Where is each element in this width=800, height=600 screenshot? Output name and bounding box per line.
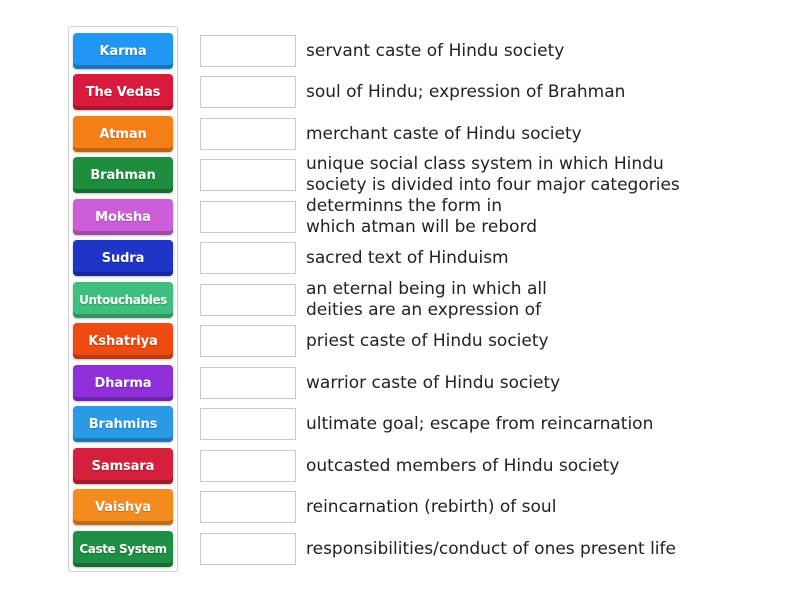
match-row xyxy=(200,154,760,195)
clue-text: sacred text of Hinduism xyxy=(306,247,509,268)
tile-vaishya[interactable]: Vaishya xyxy=(73,489,173,525)
tile-the-vedas[interactable]: The Vedas xyxy=(73,74,173,110)
match-row xyxy=(200,450,760,482)
clue-text: determinns the form in which atman will be rebord xyxy=(306,196,538,237)
clue-text: unique social class system in which Hindu society is divided into four major categories xyxy=(306,154,680,195)
drop-box[interactable] xyxy=(200,325,296,357)
clue-text: priest caste of Hindu society xyxy=(306,330,549,351)
answer-tiles-panel xyxy=(68,26,178,572)
tile-untouchables[interactable]: Untouchables xyxy=(73,282,173,318)
match-row xyxy=(200,325,760,357)
drop-box[interactable] xyxy=(200,408,296,440)
drop-box[interactable] xyxy=(200,201,296,233)
match-row xyxy=(200,196,760,237)
clue-text: ultimate goal; escape from reincarnation xyxy=(306,413,654,434)
drop-box[interactable] xyxy=(200,533,296,565)
tile-caste-system[interactable]: Caste System xyxy=(73,531,173,567)
tile-sudra[interactable]: Sudra xyxy=(73,240,173,276)
clue-text: an eternal being in which all deities are an expression of xyxy=(306,279,547,320)
clue-text: reincarnation (rebirth) of soul xyxy=(306,496,557,517)
tile-samsara[interactable]: Samsara xyxy=(73,448,173,484)
tile-brahmins[interactable]: Brahmins xyxy=(73,406,173,442)
clue-text: outcasted members of Hindu society xyxy=(306,455,620,476)
drop-box[interactable] xyxy=(200,118,296,150)
drop-box[interactable] xyxy=(200,159,296,191)
match-row xyxy=(200,367,760,399)
match-row xyxy=(200,242,760,274)
tile-brahman[interactable]: Brahman xyxy=(73,157,173,193)
drop-box[interactable] xyxy=(200,242,296,274)
clue-text: soul of Hindu; expression of Brahman xyxy=(306,81,626,102)
tile-dharma[interactable]: Dharma xyxy=(73,365,173,401)
match-row xyxy=(200,491,760,523)
match-row xyxy=(200,279,760,320)
match-row xyxy=(200,408,760,440)
drop-box[interactable] xyxy=(200,284,296,316)
drop-box[interactable] xyxy=(200,76,296,108)
tile-kshatriya[interactable]: Kshatriya xyxy=(73,323,173,359)
match-row xyxy=(200,118,760,150)
drop-box[interactable] xyxy=(200,35,296,67)
match-row xyxy=(200,35,760,67)
drop-box[interactable] xyxy=(200,491,296,523)
drop-box[interactable] xyxy=(200,450,296,482)
drop-box[interactable] xyxy=(200,367,296,399)
clue-text: warrior caste of Hindu society xyxy=(306,372,561,393)
clue-text: merchant caste of Hindu society xyxy=(306,123,582,144)
tile-atman[interactable]: Atman xyxy=(73,116,173,152)
match-row xyxy=(200,533,760,565)
tile-karma[interactable]: Karma xyxy=(73,33,173,69)
clue-text: servant caste of Hindu society xyxy=(306,40,565,61)
tile-moksha[interactable]: Moksha xyxy=(73,199,173,235)
match-row xyxy=(200,76,760,108)
clue-text: responsibilities/conduct of ones present life xyxy=(306,538,676,559)
